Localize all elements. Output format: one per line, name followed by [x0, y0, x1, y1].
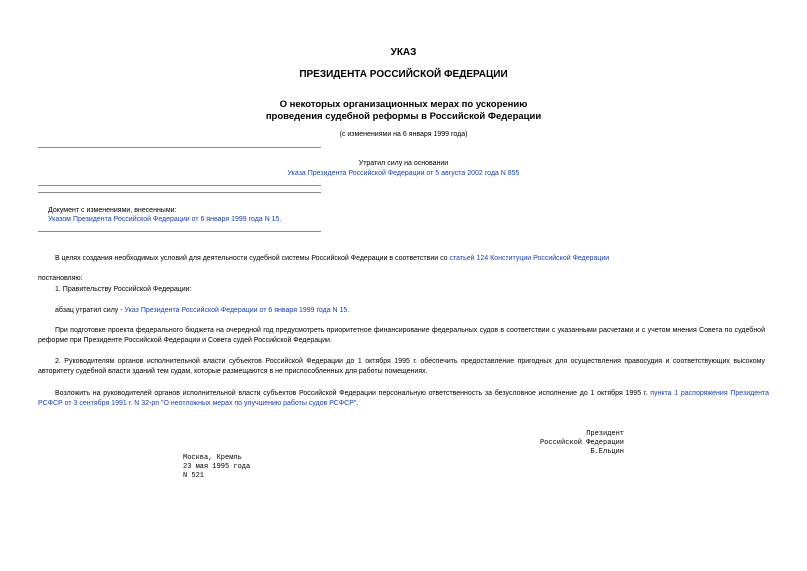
resp-text: Возложить на руководителей органов исполнительной власти субъектов Российской Федерации персональную ответственность за безусловное исполнение до 1 октября 1995 г. [55, 390, 651, 397]
divider [38, 192, 321, 193]
doc-subtitle: ПРЕЗИДЕНТА РОССИЙСКОЙ ФЕДЕРАЦИИ [299, 69, 508, 80]
divider [38, 147, 321, 148]
doc-title: УКАЗ [390, 47, 417, 58]
place-line1: Москва, Кремль [183, 454, 242, 462]
constitution-link[interactable]: статьей 124 Конституции Российской Федерации [449, 255, 610, 262]
divider [38, 231, 321, 232]
place-line2: 23 мая 1995 года [183, 463, 251, 471]
signature-line1: Президент [586, 430, 624, 438]
preamble [55, 254, 609, 263]
resp-link[interactable]: пункта 1 распоряжения Президента РСФСР от 3 сентября 1991 г. N 32-рп "О неотложных мерах по улучшению работы судов РСФСР" [38, 390, 769, 407]
changes-link[interactable]: Указом Президента Российской Федерации от 6 января 1999 года N 15. [48, 216, 282, 223]
place-line3: N 521 [183, 472, 205, 480]
item2-responsibility [38, 389, 769, 409]
doc-heading-line2: проведения судебной реформы в Российской Федерации [265, 111, 542, 122]
item1-text: 1. Правительству Российской Федерации: [55, 286, 192, 293]
status-link[interactable]: Указа Президента Российской Федерации от 5 августа 2002 года N 855 [287, 170, 520, 177]
signature-line3: Б.Ельцин [590, 448, 624, 456]
doc-heading-line1: О некоторых организационных мерах по ускорению [279, 99, 528, 110]
signature-line2: Российской Федерации [539, 439, 624, 447]
preamble-text: В целях создания необходимых условий для деятельности судебной системы Российской Федерации в соответствии со [55, 255, 450, 262]
item2-text: 2. Руководителям органов исполнительной власти субъектов Российской Федерации до 1 октября 1995 г. обеспечить предоставление пригодных для осуществления правосудия и соответствующих высокому авторитету судебной власти зданий тем судам, которые размещаются в не приспособленных для работы помещениях. [38, 358, 765, 375]
changes-label: Документ с изменениями, внесенными: [48, 207, 177, 214]
voided-prefix: абзац утратил силу - [55, 307, 125, 314]
status-label: Утратил силу на основании [358, 160, 449, 167]
item1-budget: При подготовке проекта федерального бюджета на очередной год предусмотреть приоритетное финансирование федеральных судов в соответствии с указанными расчетами и с учетом мнения Совета по судебной реформе при Президенте Российской Федерации и Совета судей Российской Федерации. [38, 327, 765, 344]
divider [38, 185, 321, 186]
item1-voided [55, 306, 349, 315]
decree-word: постановляю: [38, 275, 83, 282]
resp-end: . [356, 400, 359, 407]
changes-note: (с изменениями на 6 января 1999 года) [339, 131, 468, 138]
voided-link[interactable]: Указ Президента Российской Федерации от 6 января 1999 года N 15. [124, 307, 350, 314]
